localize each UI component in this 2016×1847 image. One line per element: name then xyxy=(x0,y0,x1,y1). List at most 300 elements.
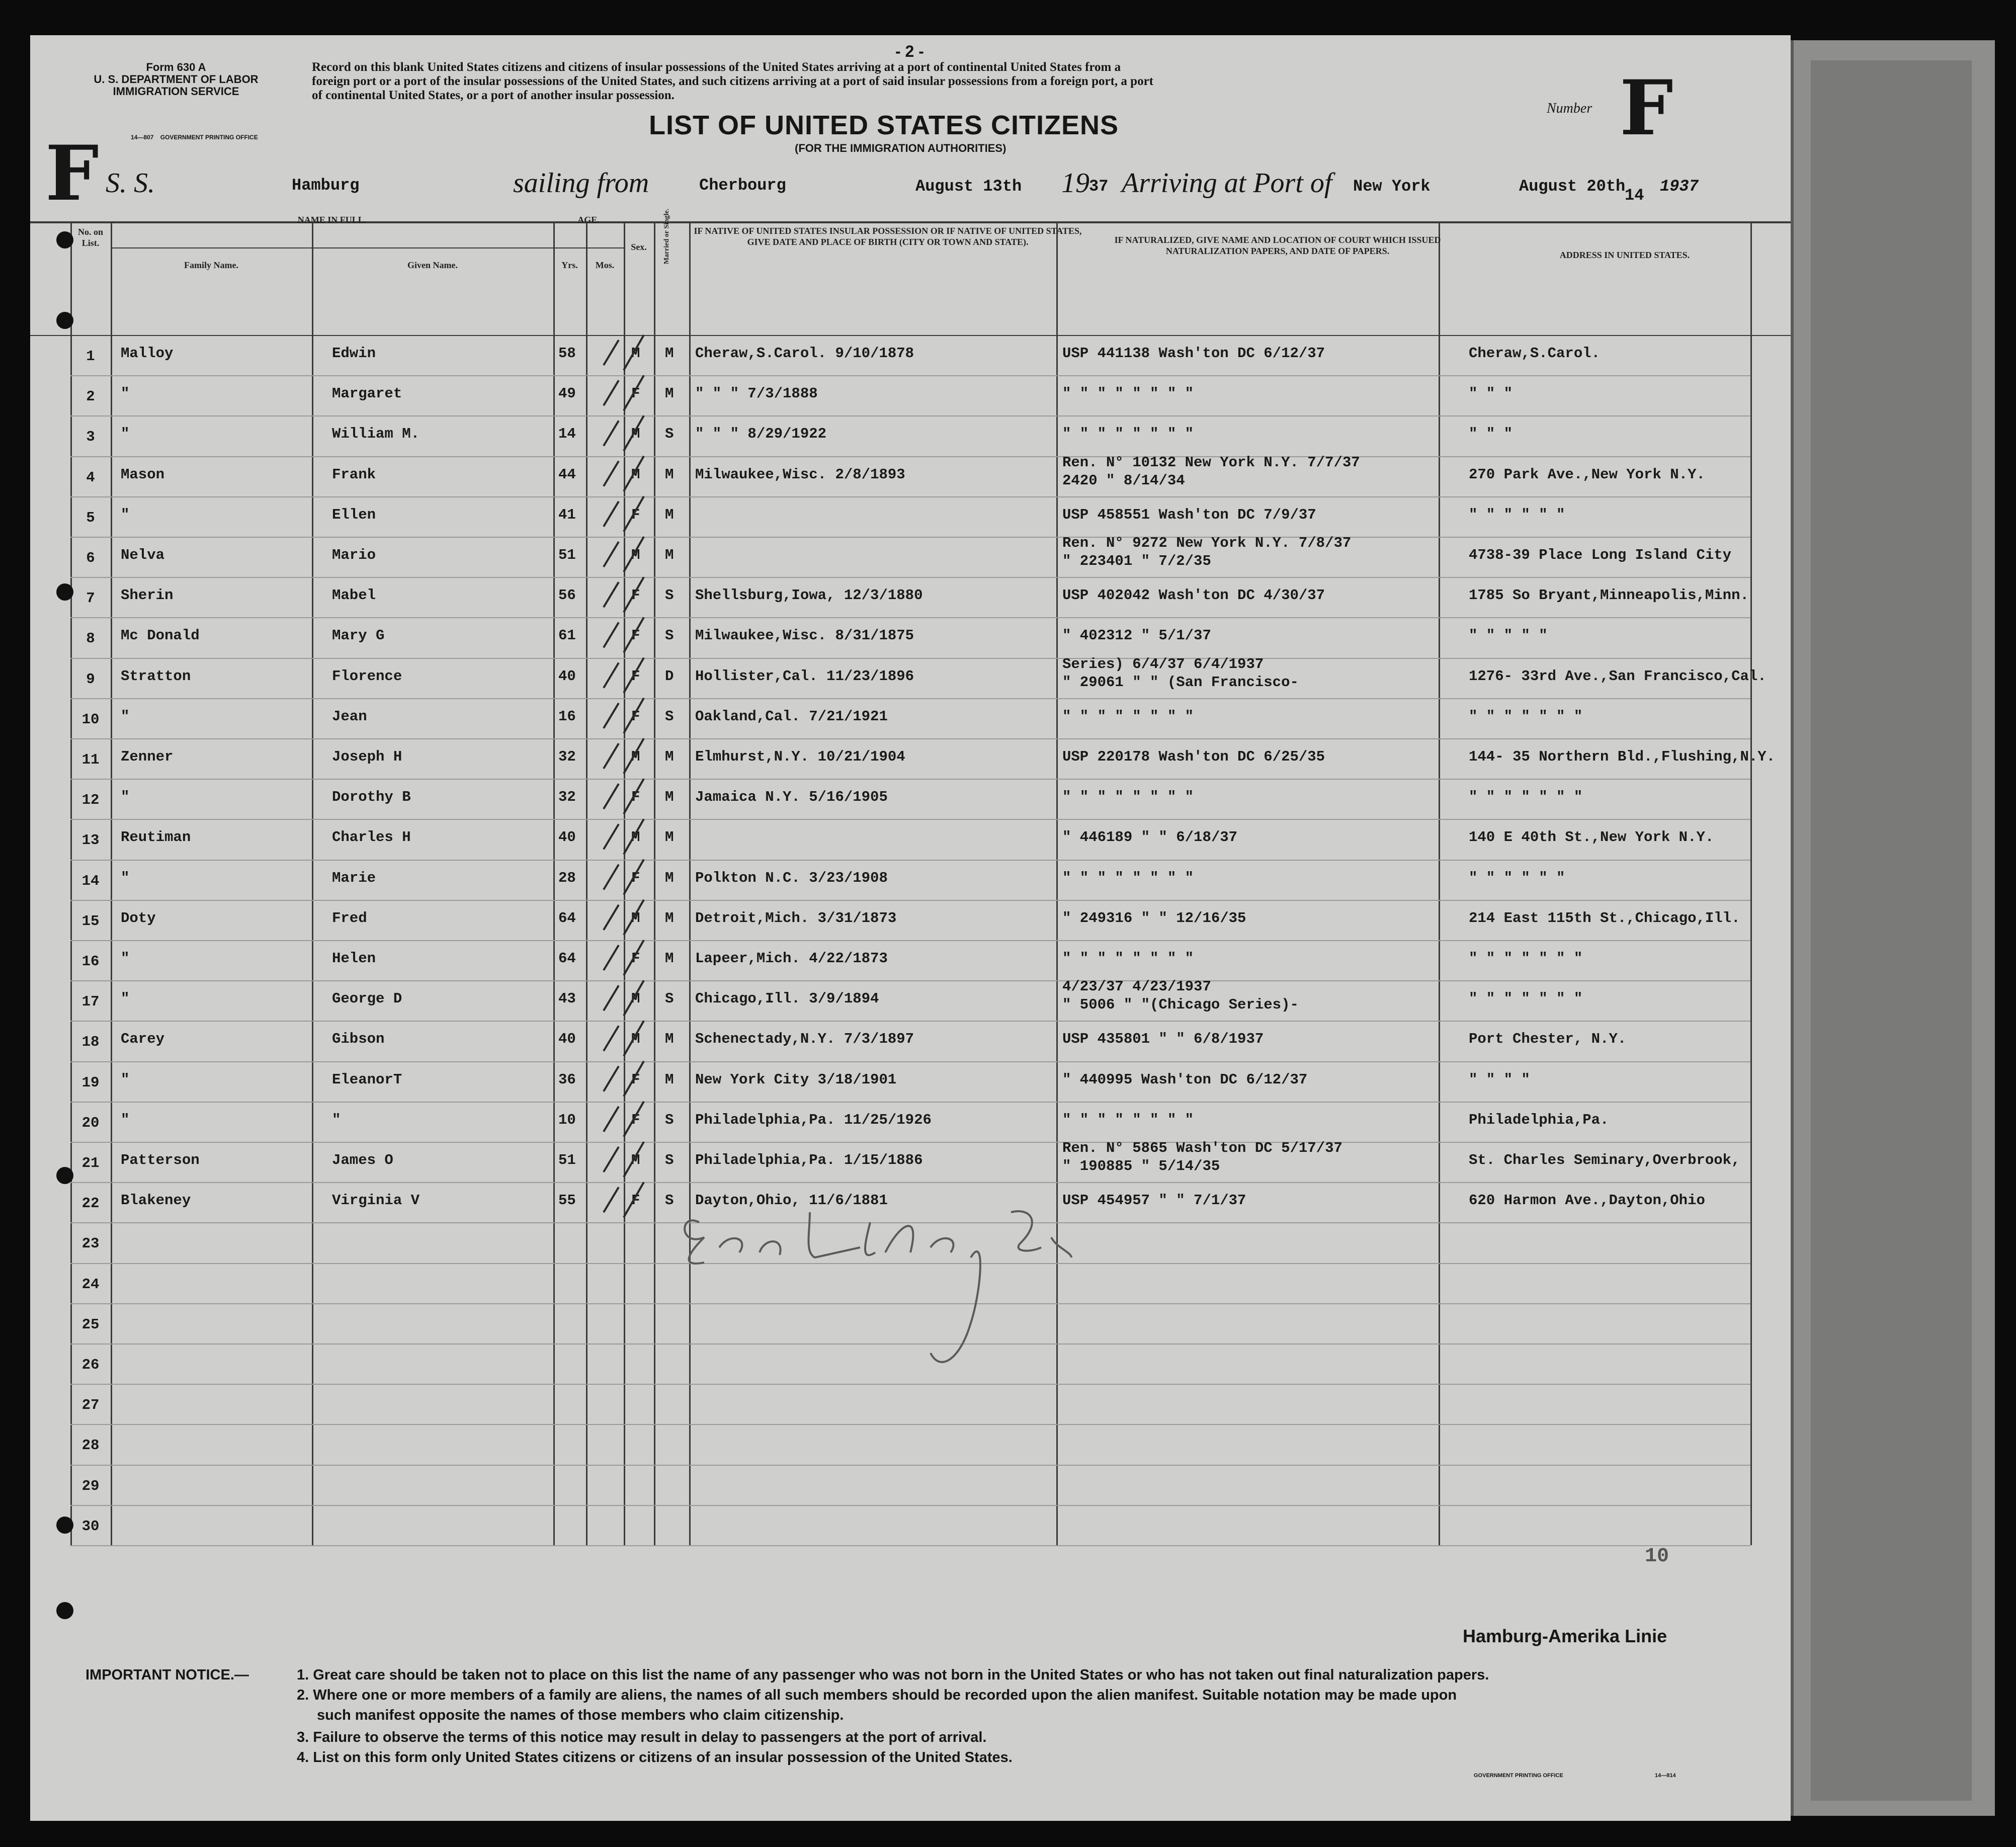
arrival-date: August 20th xyxy=(1519,177,1626,196)
us-address: " " " " " " " xyxy=(1469,990,1583,1007)
sex: F xyxy=(631,1192,640,1209)
given-name: Helen xyxy=(332,950,376,967)
row-number: 14 xyxy=(81,873,100,889)
number-label: Number xyxy=(1547,101,1592,116)
form-info xyxy=(91,61,262,98)
naturalization: USP 435801 " " 6/8/1937 xyxy=(1062,1031,1264,1047)
given-name: Ellen xyxy=(332,507,376,523)
sex: F xyxy=(631,708,640,725)
given-name: Marie xyxy=(332,870,376,886)
sex: M xyxy=(631,990,640,1007)
sex: M xyxy=(631,1031,640,1047)
us-address: 1276- 33rd Ave.,San Francisco,Cal. xyxy=(1469,668,1767,685)
sex: F xyxy=(631,1071,640,1088)
family-name: Blakeney xyxy=(121,1192,191,1209)
us-address: " " " " " " " xyxy=(1469,950,1583,967)
age-years: 64 xyxy=(558,950,576,967)
given-name: James O xyxy=(332,1152,393,1168)
grid-row-line xyxy=(70,577,1750,578)
age-years: 40 xyxy=(558,1031,576,1047)
handwritten-signature xyxy=(659,1192,1137,1393)
grid-row-line xyxy=(70,617,1750,618)
punch-hole xyxy=(56,231,73,248)
notice-item-1: 1. Great care should be taken not to place on this list the name of any passenger who was not born in the United States or who has not taken out final naturalization papers. xyxy=(297,1667,1489,1683)
depart-date: August 13th xyxy=(915,177,1022,196)
given-name: William M. xyxy=(332,426,420,442)
birth-place-date: Cheraw,S.Carol. 9/10/1878 xyxy=(695,345,914,362)
sex: F xyxy=(631,870,640,886)
marital-status: M xyxy=(665,547,674,563)
marital-status: M xyxy=(665,748,674,765)
sex: F xyxy=(631,1112,640,1128)
tally-mark xyxy=(604,617,644,652)
given-name: " xyxy=(332,1112,341,1128)
grid-row-line xyxy=(70,940,1750,941)
row-number: 3 xyxy=(86,429,95,445)
marital-status: M xyxy=(665,910,674,927)
grid-row-line xyxy=(70,1182,1750,1183)
family-name: " xyxy=(121,1071,130,1088)
notice-heading: IMPORTANT NOTICE.— xyxy=(86,1667,249,1683)
from-port: Cherbourg xyxy=(699,176,786,195)
birth-place-date: Shellsburg,Iowa, 12/3/1880 xyxy=(695,587,923,604)
naturalization-line-2: " 29061 " " (San Francisco- xyxy=(1062,674,1299,691)
grid-row-line xyxy=(70,658,1750,659)
tally-mark xyxy=(604,1142,644,1177)
header-yrs: Yrs. xyxy=(561,260,578,270)
tally-mark xyxy=(604,698,644,733)
marital-status: S xyxy=(665,587,674,604)
page-subtitle: (FOR THE IMMIGRATION AUTHORITIES) xyxy=(795,142,1006,154)
naturalization: Ren. N° 10132 New York N.Y. 7/7/37 xyxy=(1062,454,1360,471)
naturalization: USP 220178 Wash'ton DC 6/25/35 xyxy=(1062,748,1325,765)
grid-row-line xyxy=(70,1061,1750,1062)
sex: F xyxy=(631,627,640,644)
us-address: " " " " " " xyxy=(1469,507,1565,523)
grid-row-line xyxy=(70,1142,1750,1143)
form-letter-left: F xyxy=(45,129,99,218)
header-no: No. on List. xyxy=(77,227,103,248)
given-name: George D xyxy=(332,990,402,1007)
sex: M xyxy=(631,466,640,483)
us-address: " " " xyxy=(1469,426,1513,442)
given-name: Dorothy B xyxy=(332,789,411,805)
row-number: 19 xyxy=(81,1074,100,1091)
arrival-year: 1937 xyxy=(1660,177,1699,196)
given-name: Joseph H xyxy=(332,748,402,765)
naturalization: USP 441138 Wash'ton DC 6/12/37 xyxy=(1062,345,1325,362)
birth-place-date: Schenectady,N.Y. 7/3/1897 xyxy=(695,1031,914,1047)
tally-mark xyxy=(604,577,644,612)
tally-mark xyxy=(604,738,644,774)
number-value: 14 xyxy=(1625,186,1644,205)
sex: F xyxy=(631,587,640,604)
naturalization-line-2: " 190885 " 5/14/35 xyxy=(1062,1158,1220,1174)
family-name: Mason xyxy=(121,466,165,483)
grid-row-line xyxy=(70,1021,1750,1022)
us-address: 4738-39 Place Long Island City xyxy=(1469,547,1732,563)
row-number: 20 xyxy=(81,1115,100,1131)
tally-mark xyxy=(604,860,644,895)
family-name: " xyxy=(121,789,130,805)
age-years: 44 xyxy=(558,466,576,483)
given-name: Fred xyxy=(332,910,367,927)
age-years: 16 xyxy=(558,708,576,725)
tally-mark xyxy=(604,1102,644,1137)
birth-place-date: Elmhurst,N.Y. 10/21/1904 xyxy=(695,748,905,765)
grid-row-line xyxy=(70,698,1750,699)
family-name: Sherin xyxy=(121,587,174,604)
given-name: Florence xyxy=(332,668,402,685)
grid-row-line xyxy=(70,537,1750,538)
family-name: " xyxy=(121,1112,130,1128)
row-number: 17 xyxy=(81,993,100,1010)
marital-status: M xyxy=(665,507,674,523)
birth-place-date: Milwaukee,Wisc. 8/31/1875 xyxy=(695,627,914,644)
row-number: 30 xyxy=(81,1518,100,1535)
header-married: Married or Single. xyxy=(663,208,670,265)
grid-column-line xyxy=(553,221,555,1545)
footer-printing-office: GOVERNMENT PRINTING OFFICE xyxy=(1474,1773,1563,1779)
service: IMMIGRATION SERVICE xyxy=(113,85,239,98)
footer-code: 14—814 xyxy=(1655,1773,1676,1779)
naturalization-line-2: 2420 " 8/14/34 xyxy=(1062,472,1185,489)
naturalization: " " " " " " " " xyxy=(1062,950,1194,967)
family-name: Stratton xyxy=(121,668,191,685)
header-family: Family Name. xyxy=(184,260,238,270)
naturalization: USP 454957 " " 7/1/37 xyxy=(1062,1192,1246,1209)
marital-status: S xyxy=(665,1152,674,1168)
header-address: ADDRESS IN UNITED STATES. xyxy=(1559,250,1690,260)
age-years: 40 xyxy=(558,668,576,685)
family-name: Mc Donald xyxy=(121,627,200,644)
sex: F xyxy=(631,668,640,685)
age-years: 43 xyxy=(558,990,576,1007)
age-years: 58 xyxy=(558,345,576,362)
notice-item-2-cont: such manifest opposite the names of those members who claim citizenship. xyxy=(317,1707,844,1723)
grid-row-line xyxy=(70,819,1750,820)
grid-row-line xyxy=(70,738,1750,739)
page-title: LIST OF UNITED STATES CITIZENS xyxy=(649,110,1119,140)
sex: F xyxy=(631,789,640,805)
manifest-page xyxy=(30,35,1791,1821)
notice-item-2: 2. Where one or more members of a family are aliens, the names of all such members should be recorded upon the alien manifest. Suitable notation may be made upon xyxy=(297,1687,1457,1703)
family-name: Zenner xyxy=(121,748,174,765)
given-name: Mary G xyxy=(332,627,385,644)
year-prefix: 19 xyxy=(1061,167,1089,199)
tally-marks xyxy=(573,330,674,1247)
tally-mark xyxy=(604,1021,644,1056)
header-given: Given Name. xyxy=(407,260,458,270)
us-address: " " " " " " " xyxy=(1469,789,1583,805)
record-line: Record on this blank United States citizens and citizens of insular possessions of the United States arriving at a port of continental United States from a xyxy=(312,60,1121,74)
birth-place-date: Philadelphia,Pa. 11/25/1926 xyxy=(695,1112,932,1128)
marital-status: M xyxy=(665,345,674,362)
marital-status: S xyxy=(665,1112,674,1128)
us-address: " " " " xyxy=(1469,1071,1530,1088)
birth-place-date: Philadelphia,Pa. 1/15/1886 xyxy=(695,1152,923,1168)
age-years: 61 xyxy=(558,627,576,644)
row-number: 23 xyxy=(81,1235,100,1252)
age-years: 32 xyxy=(558,789,576,805)
grid-row-line xyxy=(70,980,1750,981)
grid-row-line xyxy=(70,456,1750,457)
age-years: 51 xyxy=(558,1152,576,1168)
family-name: " xyxy=(121,708,130,725)
family-name: Malloy xyxy=(121,345,174,362)
grid-row-line xyxy=(70,1102,1750,1103)
marital-status: M xyxy=(665,1031,674,1047)
family-name: " xyxy=(121,385,130,402)
grid-column-line xyxy=(111,221,112,1545)
header-name-in-full: NAME IN FULL. xyxy=(297,215,367,225)
header-sex: Sex. xyxy=(631,242,647,252)
given-name: Mabel xyxy=(332,587,376,604)
page-mark: - 2 - xyxy=(895,42,924,60)
tally-mark xyxy=(604,1182,644,1217)
tally-mark xyxy=(604,940,644,975)
header-birth: IF NATIVE OF UNITED STATES INSULAR POSSESSION OR IF NATIVE OF UNITED STATES, GIVE DATE AND PLACE OF BIRTH (CITY OR TOWN AND STATE). xyxy=(694,226,1082,247)
tally-mark xyxy=(604,415,644,451)
family-name: Carey xyxy=(121,1031,165,1047)
naturalization-line-2: " 223401 " 7/2/35 xyxy=(1062,553,1211,569)
marital-status: M xyxy=(665,950,674,967)
naturalization: Ren. N° 9272 New York N.Y. 7/8/37 xyxy=(1062,535,1352,551)
family-name: " xyxy=(121,990,130,1007)
us-address: 1785 So Bryant,Minneapolis,Minn. xyxy=(1469,587,1749,604)
grid-row-line xyxy=(111,247,624,248)
sex: F xyxy=(631,385,640,402)
header-mos: Mos. xyxy=(595,260,615,270)
us-address: 214 East 115th St.,Chicago,Ill. xyxy=(1469,910,1740,927)
grid-row-line xyxy=(70,375,1750,376)
given-name: EleanorT xyxy=(332,1071,402,1088)
ss-label: S. S. xyxy=(106,167,155,199)
tally-mark xyxy=(604,819,644,854)
marital-status: M xyxy=(665,466,674,483)
tally-mark xyxy=(604,456,644,491)
us-address: 144- 35 Northern Bld.,Flushing,N.Y. xyxy=(1469,748,1776,765)
us-address: St. Charles Seminary,Overbrook, xyxy=(1469,1152,1740,1168)
tally-mark xyxy=(604,537,644,572)
age-years: 10 xyxy=(558,1112,576,1128)
us-address: 140 E 40th St.,New York N.Y. xyxy=(1469,829,1714,846)
grid-column-line xyxy=(1750,221,1752,1545)
line-stamp: Hamburg-Amerika Linie xyxy=(1463,1626,1667,1646)
naturalization: " 249316 " " 12/16/35 xyxy=(1062,910,1246,927)
row-number: 1 xyxy=(86,348,95,365)
birth-place-date: New York City 3/18/1901 xyxy=(695,1071,897,1088)
sex: M xyxy=(631,426,640,442)
grid-row-line xyxy=(70,1505,1750,1506)
naturalization: " " " " " " " " xyxy=(1062,789,1194,805)
marital-status: S xyxy=(665,990,674,1007)
row-number: 26 xyxy=(81,1357,100,1373)
us-address: Philadelphia,Pa. xyxy=(1469,1112,1609,1128)
naturalization: " " " " " " " " xyxy=(1062,426,1194,442)
age-years: 55 xyxy=(558,1192,576,1209)
punch-hole xyxy=(56,312,73,329)
naturalization: " " " " " " " " xyxy=(1062,870,1194,886)
row-number: 24 xyxy=(81,1276,100,1293)
row-number: 28 xyxy=(81,1437,100,1454)
age-years: 64 xyxy=(558,910,576,927)
family-name: " xyxy=(121,426,130,442)
grid-row-line xyxy=(70,900,1750,901)
us-address: 620 Harmon Ave.,Dayton,Ohio xyxy=(1469,1192,1705,1209)
family-name: " xyxy=(121,950,130,967)
sex: M xyxy=(631,547,640,563)
punch-hole xyxy=(56,1602,73,1619)
birth-place-date: Milwaukee,Wisc. 2/8/1893 xyxy=(695,466,905,483)
birth-place-date: " " " 7/3/1888 xyxy=(695,385,818,402)
age-years: 28 xyxy=(558,870,576,886)
row-number: 15 xyxy=(81,913,100,930)
family-name: Reutiman xyxy=(121,829,191,846)
header-age: AGE. xyxy=(577,215,600,225)
naturalization-line-2: " 5006 " "(Chicago Series)- xyxy=(1062,996,1299,1013)
sex: M xyxy=(631,748,640,765)
marital-status: M xyxy=(665,789,674,805)
given-name: Edwin xyxy=(332,345,376,362)
form-letter-right: F xyxy=(1620,64,1673,152)
birth-place-date: Polkton N.C. 3/23/1908 xyxy=(695,870,888,886)
family-name: " xyxy=(121,870,130,886)
tally-mark xyxy=(604,980,644,1016)
family-name: Doty xyxy=(121,910,156,927)
naturalization: USP 402042 Wash'ton DC 4/30/37 xyxy=(1062,587,1325,604)
arrival-port: New York xyxy=(1353,177,1431,196)
us-address: " " " " " xyxy=(1469,627,1548,644)
row-number: 13 xyxy=(81,832,100,849)
punch-hole xyxy=(56,1167,73,1184)
grid-row-line xyxy=(70,415,1750,416)
row-number: 21 xyxy=(81,1155,100,1171)
us-address: Cheraw,S.Carol. xyxy=(1469,345,1601,362)
naturalization: " " " " " " " " xyxy=(1062,385,1194,402)
birth-place-date: Dayton,Ohio, 11/6/1881 xyxy=(695,1192,888,1209)
given-name: Virginia V xyxy=(332,1192,420,1209)
row-number: 29 xyxy=(81,1478,100,1494)
naturalization: USP 458551 Wash'ton DC 7/9/37 xyxy=(1062,507,1316,523)
given-name: Margaret xyxy=(332,385,402,402)
naturalization: " 446189 " " 6/18/37 xyxy=(1062,829,1238,846)
row-number: 9 xyxy=(86,671,95,688)
marital-status: D xyxy=(665,668,674,685)
sex: F xyxy=(631,507,640,523)
given-name: Frank xyxy=(332,466,376,483)
naturalization: 4/23/37 4/23/1937 xyxy=(1062,978,1211,995)
notice-item-4: 4. List on this form only United States citizens or citizens of an insular possession of the United States. xyxy=(297,1749,1013,1766)
sex: M xyxy=(631,910,640,927)
age-years: 40 xyxy=(558,829,576,846)
grid-column-line xyxy=(312,221,313,1545)
row-number: 18 xyxy=(81,1034,100,1050)
row-number: 25 xyxy=(81,1316,100,1333)
marital-status: M xyxy=(665,870,674,886)
punch-hole xyxy=(56,583,73,601)
sex: M xyxy=(631,345,640,362)
tally-mark xyxy=(604,1061,644,1097)
page-number: 10 xyxy=(1645,1545,1669,1568)
marital-status: S xyxy=(665,708,674,725)
header-naturalized: IF NATURALIZED, GIVE NAME AND LOCATION OF COURT WHICH ISSUED NATURALIZATION PAPERS, AND DATE OF PAPERS. xyxy=(1114,235,1441,256)
birth-place-date: " " " 8/29/1922 xyxy=(695,426,827,442)
sex: M xyxy=(631,829,640,846)
family-name: " xyxy=(121,507,130,523)
family-name: Patterson xyxy=(121,1152,200,1168)
ship-name: Hamburg xyxy=(292,176,360,195)
naturalization: " 440995 Wash'ton DC 6/12/37 xyxy=(1062,1071,1308,1088)
marital-status: M xyxy=(665,385,674,402)
grid-row-line xyxy=(70,496,1750,497)
record-line: of continental United States, or a port of another insular possession. xyxy=(312,89,675,102)
age-years: 14 xyxy=(558,426,576,442)
us-address: 270 Park Ave.,New York N.Y. xyxy=(1469,466,1705,483)
birth-place-date: Jamaica N.Y. 5/16/1905 xyxy=(695,789,888,805)
us-address: " " " " " " " xyxy=(1469,708,1583,725)
tally-mark xyxy=(604,335,644,370)
row-number: 10 xyxy=(81,711,100,728)
birth-place-date: Detroit,Mich. 3/31/1873 xyxy=(695,910,897,927)
row-number: 4 xyxy=(86,469,95,486)
birth-place-date: Oakland,Cal. 7/21/1921 xyxy=(695,708,888,725)
grid-row-line xyxy=(70,779,1750,780)
age-years: 51 xyxy=(558,547,576,563)
print-code: 14—807 GOVERNMENT PRINTING OFFICE xyxy=(131,134,258,141)
grid-row-line xyxy=(70,1465,1750,1466)
department: U. S. DEPARTMENT OF LABOR xyxy=(94,73,259,86)
us-address: " " " xyxy=(1469,385,1513,402)
punch-hole xyxy=(56,1517,73,1534)
naturalization: Series) 6/4/37 6/4/1937 xyxy=(1062,656,1264,673)
record-text xyxy=(312,60,1519,103)
row-number: 16 xyxy=(81,953,100,970)
sex: F xyxy=(631,950,640,967)
naturalization: Ren. N° 5865 Wash'ton DC 5/17/37 xyxy=(1062,1140,1342,1156)
given-name: Gibson xyxy=(332,1031,385,1047)
age-years: 36 xyxy=(558,1071,576,1088)
birth-place-date: Lapeer,Mich. 4/22/1873 xyxy=(695,950,888,967)
form-number: Form 630 A xyxy=(146,61,206,73)
birth-place-date: Hollister,Cal. 11/23/1896 xyxy=(695,668,914,685)
row-number: 6 xyxy=(86,550,95,566)
grid-row-line xyxy=(70,860,1750,861)
naturalization: " " " " " " " " xyxy=(1062,708,1194,725)
age-years: 41 xyxy=(558,507,576,523)
family-name: Nelva xyxy=(121,547,165,563)
birth-place-date: Chicago,Ill. 3/9/1894 xyxy=(695,990,879,1007)
row-number: 11 xyxy=(81,751,100,768)
row-number: 2 xyxy=(86,388,95,405)
given-name: Jean xyxy=(332,708,367,725)
row-number: 12 xyxy=(81,792,100,808)
record-line: foreign port or a port of the insular possessions of the United States, and such citizens arriving at a port of said insular possessions from a foreign port, a port xyxy=(312,74,1153,88)
row-number: 8 xyxy=(86,630,95,647)
us-address: " " " " " " xyxy=(1469,870,1565,886)
row-number: 27 xyxy=(81,1397,100,1413)
row-number: 7 xyxy=(86,590,95,607)
tally-mark xyxy=(604,658,644,693)
marital-status: M xyxy=(665,1071,674,1088)
us-address: Port Chester, N.Y. xyxy=(1469,1031,1627,1047)
naturalization: " 402312 " 5/1/37 xyxy=(1062,627,1211,644)
tally-mark xyxy=(604,779,644,814)
sailing-label: sailing from xyxy=(513,167,649,199)
depart-year: 37 xyxy=(1089,177,1109,196)
marital-status: S xyxy=(665,627,674,644)
tally-mark xyxy=(604,375,644,410)
